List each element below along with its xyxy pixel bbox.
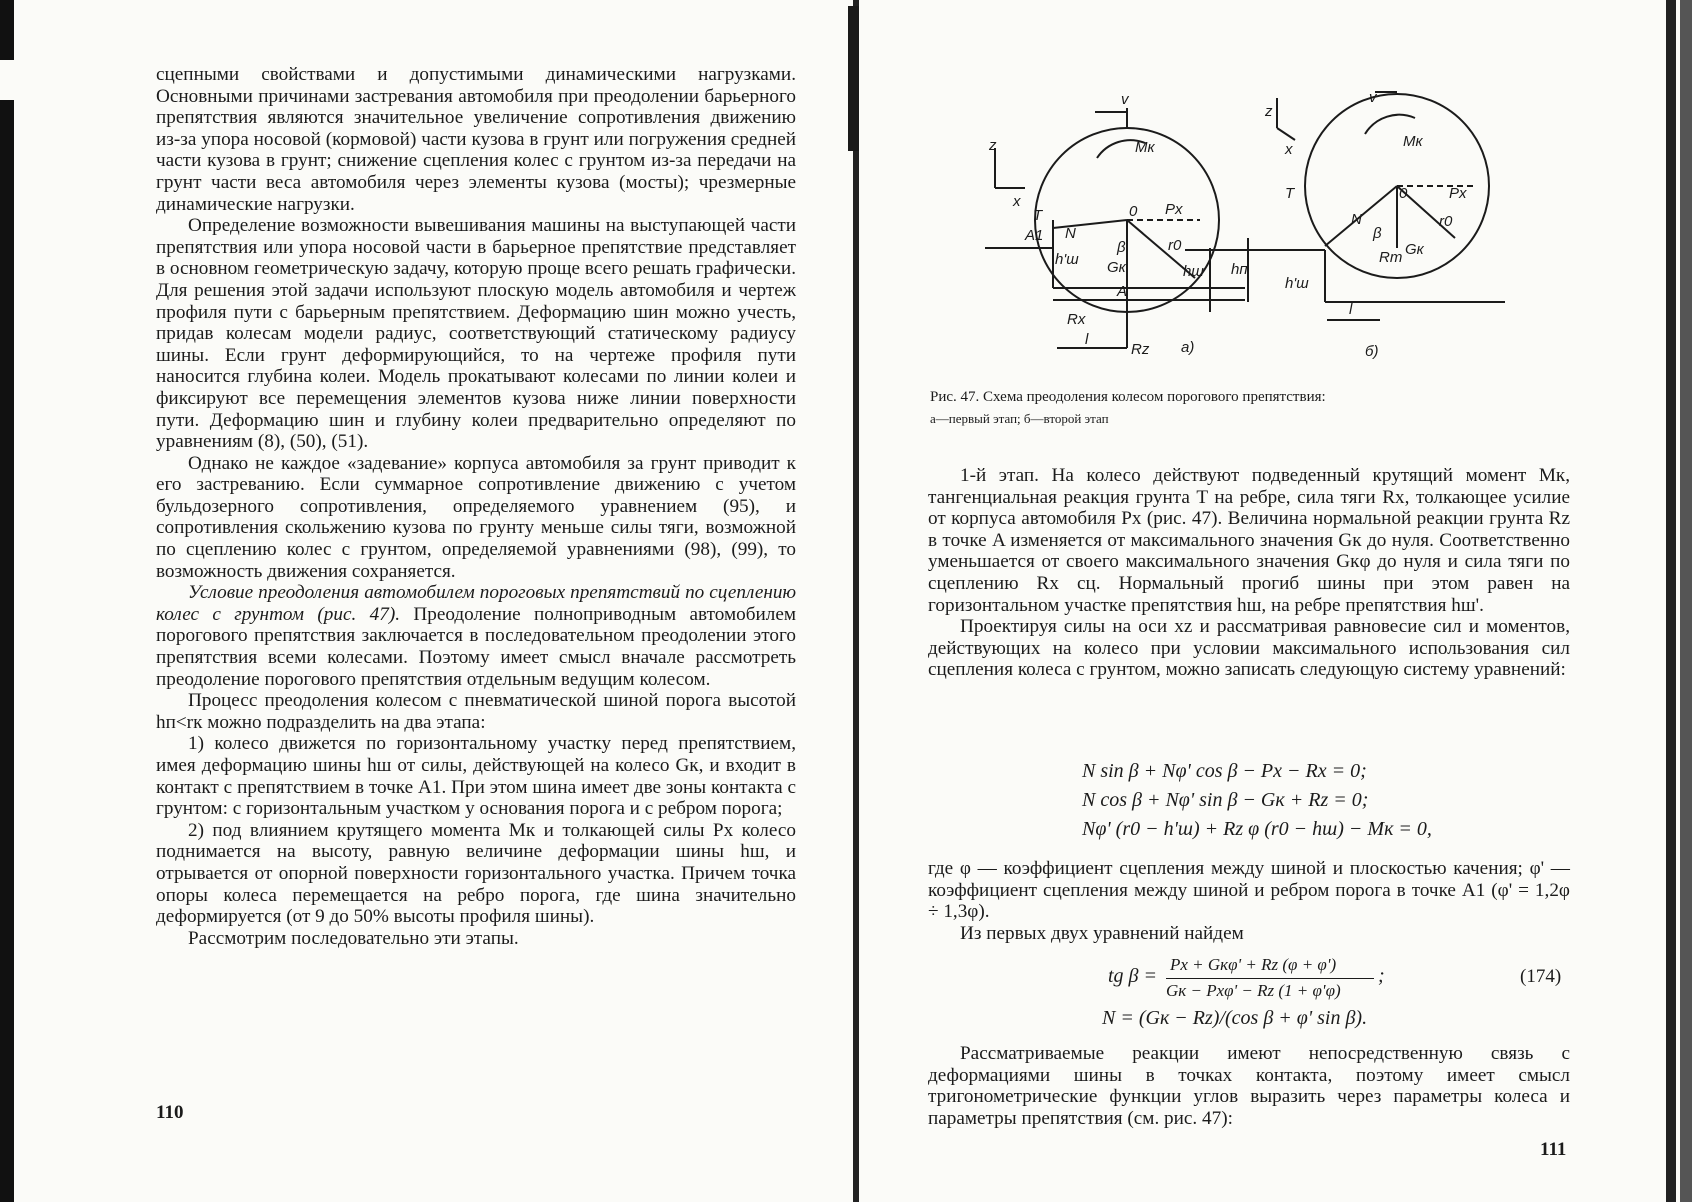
right-page-text-mid [928,858,1570,944]
label-Mk: Mк [1135,139,1155,156]
label-beta: β [1373,225,1382,242]
paragraph: Определение возможности вывешивания машины на выступающей части препятствия или упора носовой части в барьерное препятствие представляет в основном геометрическую задачу, которую проще всего решать графически. Для решения этой задачи используют плоскую модель автомобиля и чертеж профиля пути с барьерным препятствием. Деформацию шин можно учесть, придав колесам модели радиус, соответствующий статическому радиусу шины. Если грунт деформирующийся, то на чертеже профиля пути наносится глубина колеи. Модель прокатывают колесами по линии колеи и фиксируют все перемещения элементов кузова ниже линии поверхности пути. Деформацию шин и глубину колеи предварительно определяют по уравнениям (8), (50), (51). [156,215,796,453]
label-A: A [1117,283,1128,300]
label-A1: A1 [1025,227,1044,244]
paragraph: Из первых двух уравнений найдем [960,922,1244,944]
label-r0: r0 [1168,237,1182,254]
caption-title: Рис. 47. Схема преодоления колесом порогового препятствия: [930,389,1326,405]
page-number-left: 110 [156,1102,184,1123]
label-hsh-prime: h'ш [1285,275,1309,292]
label-Rx: Rx [1067,311,1086,328]
label-beta: β [1117,239,1126,256]
scan-edge-right [1666,0,1676,1202]
label-Rt: Rт [1379,249,1403,266]
paragraph: Рассмотрим последовательно эти этапы. [188,927,519,949]
label-hsh-prime: h'ш [1055,251,1079,268]
label-v: v [1369,89,1377,106]
page-number-right: 111 [1540,1139,1567,1160]
label-Gk: Gк [1405,241,1424,258]
fraction-bar [1166,978,1374,979]
label-Px: Px [1449,185,1467,202]
paragraph: сцепными свойствами и допустимыми динамическими нагрузками. Основными причинами застревания автомобиля при преодолении барьерного препятствия являются значительное увеличение сопротивления движению из-за упора носовой (кормовой) части кузова в грунт или погружения средней части кузова в грунт; снижение сцепления колес с грунтом из-за передачи на грунт части веса автомобиля через элементы кузова (мосты); чрезмерные динамические нагрузки. [156,64,796,215]
paragraph: где φ — коэффициент сцепления между шиной и плоскостью качения; φ' — коэффициент сцепления между шиной и ребром порога в точке A1 (φ' = 1,2φ ÷ 1,3φ). [928,858,1570,923]
paragraph-text: Преодоление полноприводным автомобилем порогового препятствия заключается в последовательном преодолении этого препятствия всеми колесами. Поэтому имеет смысл вначале рассмотреть преодоление порогового препятствия отдельным ведущим колесом. [156,603,796,690]
paragraph: 1-й этап. На колесо действуют подведенный крутящий момент Mк, тангенциальная реакция грунта T на ребре, сила тяги Rx, толкающее усилие от корпуса автомобиля Px (рис. 47). Величина нормальной реакции грунта Rz в точке A изменяется от максимального значения Gк до нуля. Соответственно уменьшается от своего максимального значения Gкφ до нуля и сила тяги по сцеплению Rx сц. Нормальный прогиб шины при этом равен на горизонтальном участке препятствия hш, на ребре препятствия hш'. [928,465,1570,616]
scan-edge-right-outer [1680,0,1692,1202]
label-l: l [1085,331,1089,348]
label-z: z [1265,103,1273,120]
label-N: N [1065,225,1076,242]
paragraph: Однако не каждое «задевание» корпуса автомобиля за грунт приводит к его застреванию. Если суммарное сопротивление движению с учетом бульдозерного сопротивления, определяемого уравнением (95), и сопротивления скольжению кузова по грунту меньше силы тяги, возможной по сцеплению колес с грунтом, определяемой уравнениями (98), (99), то возможность движения сохраняется. [156,452,796,582]
label-a: а) [1181,339,1195,356]
right-page-text-top [928,465,1570,681]
label-Mk: Mк [1403,133,1423,150]
eq4-lhs: tg β = [1108,965,1158,987]
eq4-tail: ; [1378,965,1385,987]
label-v: v [1121,91,1129,108]
label-N: N [1351,211,1362,228]
left-page-text [156,64,796,949]
scan-edge-left [0,0,14,1202]
figure-caption [930,386,1326,430]
label-Rz: Rz [1131,341,1150,358]
figure-a [985,108,1245,348]
label-O: 0 [1399,185,1408,202]
equation-5: N = (Gк − Rz)/(cos β + φ' sin β). [1102,1007,1368,1029]
italic-heading: Условие преодоления автомобилем пороговых препятствий по сцеплению колес с грунтом (рис. 47). [156,582,796,625]
label-T: T [1285,185,1295,202]
label-x: x [1013,193,1021,210]
paragraph: Процесс преодоления колесом с пневматической шиной порога высотой hп<rк можно подразделить на два этапа: [156,690,796,733]
label-b: б) [1365,343,1379,360]
label-T: T [1033,207,1043,224]
paragraph: 2) под влиянием крутящего момента Mк и толкающей силы Px колесо поднимается на высоту, равную величине деформации шины hш, и отрывается от опорной поверхности горизонтального участка. Причем точка опоры колеса перемещается на ребро порога, где шина значительно деформируется (от 9 до 50% высоты профиля шины). [156,819,796,928]
label-O: 0 [1129,203,1138,220]
equation-3: Nφ' (r0 − h'ш) + Rz φ (r0 − hш) − Mк = 0, [1082,818,1432,840]
eq4-denominator: Gк − Pxφ' − Rz (1 + φ'φ) [1166,981,1341,1000]
label-hsh: hш [1183,263,1204,280]
book-gutter [853,0,859,1202]
equation-number: (174) [1520,966,1562,987]
right-page-text-bottom [928,1043,1570,1129]
label-Px: Px [1165,201,1183,218]
label-r0: r0 [1439,213,1453,230]
x-axis [1277,128,1295,140]
equation-2: N cos β + Nφ' sin β − Gк + Rz = 0; [1082,789,1369,811]
equation-1: N sin β + Nφ' cos β − Px − Rx = 0; [1082,760,1367,782]
label-l: l [1349,301,1353,318]
paragraph: Проектируя силы на оси xz и рассматривая равновесие сил и моментов, действующих на колесо при условии максимального использования сил сцепления колеса с грунтом, можно записать следующую систему уравнений: [928,616,1570,681]
label-Gk: Gк [1107,259,1126,276]
label-x: x [1285,141,1293,158]
mk-arc [1365,115,1415,134]
figure-47 [985,88,1545,368]
figure-b [1185,92,1505,320]
eq4-numerator: Px + Gкφ' + Rz (φ + φ') [1170,955,1337,974]
paragraph: Рассматриваемые реакции имеют непосредственную связь с деформациями шины в точках контакта, поэтому имеет смысл тригонометрические функции углов выразить через параметры колеса и параметры препятствия (см. рис. 47): [928,1043,1570,1129]
label-z: z [989,137,997,154]
gutter-shadow [848,6,859,151]
label-hp: hп [1231,261,1248,278]
paragraph [156,582,796,690]
paragraph: 1) колесо движется по горизонтальному участку перед препятствием, имея деформацию шины hш от силы, действующей на колесо Gк, и входит в контакт с препятствием в точке A1. При этом шина имеет две зоны контакта с грунтом: с горизонтальным участком у основания порога и с ребром порога; [156,733,796,820]
caption-subtitle: а—первый этап; б—второй этап [930,411,1109,426]
